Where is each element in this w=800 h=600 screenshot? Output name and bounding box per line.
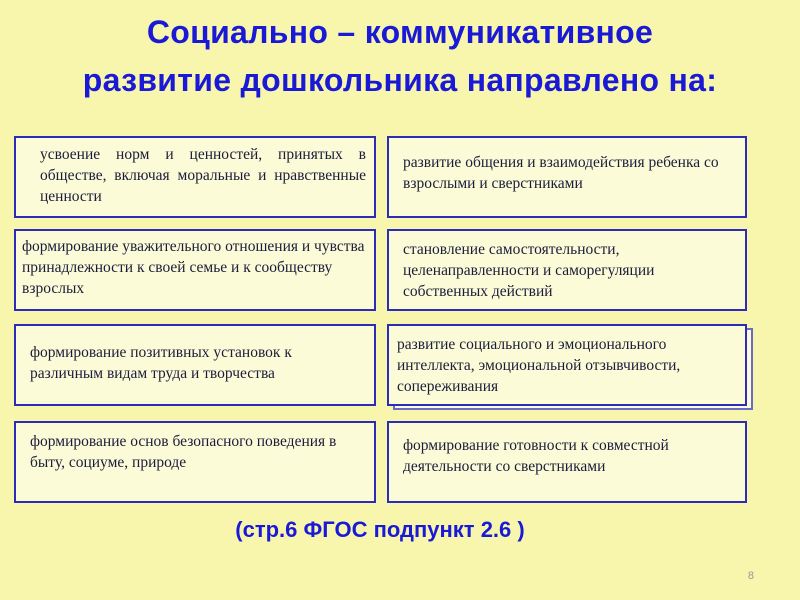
slide-title-line-1: Социально – коммуникативное <box>146 14 654 50</box>
box-communication <box>387 136 747 218</box>
box-communication-text: развитие общения и взаимодействия ребенка со взрослыми и сверстниками <box>403 154 719 192</box>
box-joint-activity <box>387 421 747 503</box>
box-emotional-intelligence <box>387 324 747 406</box>
box-family-respect <box>14 229 376 311</box>
page-number: 8 <box>747 570 754 582</box>
box-independence-text: становление самостоятельности, целенаправленности и саморегуляции собственных действий <box>403 241 655 300</box>
box-joint-activity-text: формирование готовности к совместной деятельности со сверстниками <box>403 437 669 475</box>
box-positive-attitudes <box>14 324 376 406</box>
box-norms-values <box>14 136 376 218</box>
source-reference: (стр.6 ФГОС подпункт 2.6 ) <box>235 517 525 542</box>
box-family-respect-text: формирование уважительного отношения и чувства принадлежности к своей семье и к сообществу взрослых <box>22 238 365 297</box>
box-norms-values-text: усвоение норм и ценностей, принятых в обществе, включая моральные и нравственные ценности <box>40 146 366 205</box>
slide-title-line-2: развитие дошкольника направлено на: <box>82 62 718 98</box>
box-safe-behavior <box>14 421 376 503</box>
box-positive-attitudes-text: формирование позитивных установок к различным видам труда и творчества <box>30 344 292 382</box>
box-independence <box>387 229 747 311</box>
box-safe-behavior-text: формирование основ безопасного поведения в быту, социуме, природе <box>30 433 337 471</box>
box-emotional-intelligence-text: развитие социального и эмоционального интеллекта, эмоциональной отзывчивости, сопереживания <box>397 336 681 395</box>
